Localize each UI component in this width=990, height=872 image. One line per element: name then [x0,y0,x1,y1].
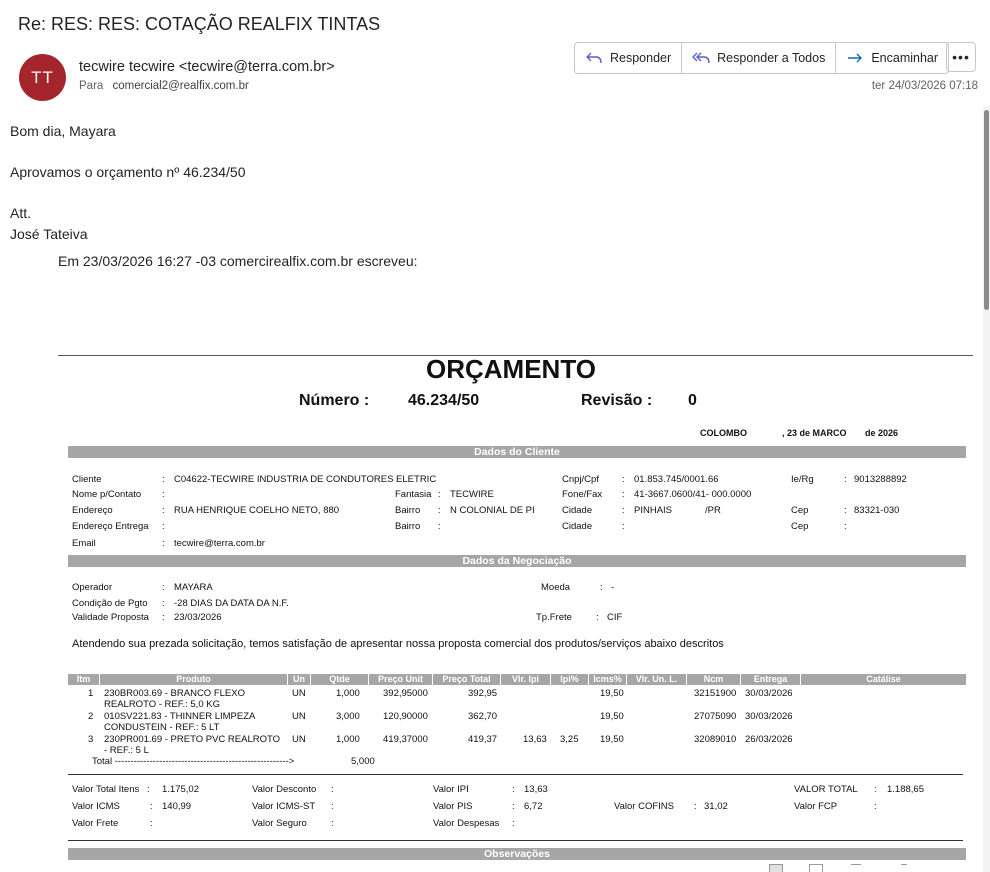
itens-value: 1.175,02 [162,784,199,795]
recipient-address[interactable]: comercial2@realfix.com.br [112,80,249,92]
th-ncm: Ncm [687,674,741,685]
items-table-header [68,674,966,685]
intro-text: Atendendo sua prezada solicitação, temos satisfação de apresentar nossa proposta comercial dos produtos/serviços abaixo descritos [72,638,724,650]
cnpj-value: 01.853.745/0001.66 [634,474,719,485]
total-label: Total -------------------------------------------------------> [92,756,295,767]
fit-icon[interactable] [901,864,907,868]
reply-all-label: Responder a Todos [717,51,826,65]
row-entrega: 26/03/2026 [745,734,793,745]
row-preco-unit: 120,90000 [383,711,428,722]
reply-all-icon [692,50,710,66]
row-itm: 3 [88,734,94,745]
desconto-label: Valor Desconto [252,784,317,795]
cep2-label: Cep [791,521,809,532]
endereco-value: RUA HENRIQUE COELHO NETO, 880 [174,505,340,516]
th-qtde: Qtde [311,674,369,685]
th-preco-unit: Preço Unit [369,674,433,685]
document-year: de 2026 [865,428,899,438]
section-cliente: Dados do Cliente [68,446,966,458]
body-signature: José Tateiva [10,226,88,242]
row-entrega: 30/03/2026 [745,688,793,699]
row-un: UN [292,711,306,722]
valor-total-value: 1.188,65 [887,784,924,795]
viewer-toolbar [755,864,895,872]
th-itm: Itm [68,674,100,685]
cofins-label: Valor COFINS [614,801,675,812]
totals-bottom-rule [68,840,963,841]
message-actions [574,42,949,74]
validade-value: 23/03/2026 [174,612,222,623]
cliente-label: Cliente [72,474,102,485]
received-date: ter 24/03/2026 07:18 [871,80,978,92]
fone-value: 41-3667.0600/41- 000.0000 [634,489,752,500]
th-ipi-pct: Ipi% [551,674,589,685]
fantasia-label: Fantasia [395,489,432,500]
quoted-header: Em 23/03/2026 16:27 -03 comercirealfix.com.br escreveu: [58,253,418,269]
numero-value: 46.234/50 [408,392,480,409]
valor-total-label: VALOR TOTAL [794,784,858,795]
row-produto-ref: REALROTO - REF.: 5,0 KG [104,699,220,710]
th-preco-total: Preço Total [433,674,501,685]
revisao-label: Revisão : [581,392,653,409]
email-label: Email [72,538,96,549]
reply-icon [585,50,603,66]
ipi-total-label: Valor IPI [433,784,469,795]
despesas-label: Valor Despesas [433,818,500,829]
frete-total-label: Valor Frete [72,818,119,829]
cnpj-label: Cnpj/Cpf [562,474,599,485]
th-vlr-ipi: Vlr. Ipi [501,674,551,685]
fcp-label: Valor FCP [794,801,838,812]
row-produto: 230PR001.69 - PRETO PVC REALROTO [104,734,281,745]
row-itm: 2 [88,711,94,722]
body-greeting: Bom dia, Mayara [10,123,116,139]
reply-button[interactable] [575,43,682,73]
page-view-icon[interactable] [769,864,783,872]
scrollbar-thumb[interactable] [984,110,989,310]
row-ipi: 3,25 [560,734,579,745]
row-qtde: 1,000 [336,688,360,699]
th-un: Un [288,674,311,685]
row-preco-total: 392,95 [468,688,498,699]
bairro-label: Bairro [395,505,421,516]
cep-value: 83321-030 [854,505,900,516]
row-un: UN [292,688,306,699]
seguro-label: Valor Seguro [252,818,307,829]
email-value: tecwire@terra.com.br [174,538,265,549]
operador-label: Operador [72,582,113,593]
cidade-label: Cidade [562,505,593,516]
table-row [58,734,973,756]
moeda-label: Moeda [541,582,571,593]
row-produto: 230BR003.69 - BRANCO FLEXO [104,688,245,699]
body-signoff: Att. [10,205,32,221]
row-qtde: 1,000 [336,734,360,745]
row-vlr-ipi: 13,63 [523,734,547,745]
recipient-row [79,80,249,92]
cidade2-label: Cidade [562,521,593,532]
section-negociacao: Dados da Negociação [68,555,966,567]
section-observacoes: Observações [68,848,966,860]
forward-arrow-icon [846,50,864,66]
cep-label: Cep [791,505,809,516]
ie-value: 9013288892 [854,474,907,485]
row-icms: 19,50 [600,711,624,722]
document-date: , 23 de MARCO [782,428,847,438]
row-qtde: 3,000 [336,711,360,722]
row-produto-ref: - REF.: 5 L [104,745,149,756]
th-entrega: Entrega [741,674,801,685]
forward-button[interactable] [836,43,948,73]
reply-all-button[interactable] [682,43,836,73]
reply-label: Responder [610,51,672,65]
entrega-label: Endereço Entrega [72,521,149,532]
cond-value: -28 DIAS DA DATA DA N.F. [174,598,289,609]
forward-label: Encaminhar [871,51,939,65]
row-un: UN [292,734,306,745]
avatar[interactable]: TT [19,54,66,101]
row-ncm: 32089010 [694,734,737,745]
row-icms: 19,50 [600,688,624,699]
th-icms-pct: Icms% [589,674,627,685]
cliente-value: C04622-TECWIRE INDUSTRIA DE CONDUTORES ELETRIC [174,474,437,485]
table-row [58,688,973,710]
bairro-value: N COLONIAL DE PI [450,505,535,516]
total-qtde: 5,000 [351,756,375,767]
revisao-value: 0 [688,392,697,409]
row-preco-total: 419,37 [468,734,498,745]
row-preco-unit: 392,95000 [383,688,428,699]
validade-label: Validade Proposta [72,612,149,623]
ie-label: Ie/Rg [791,474,814,485]
quotation-document: ORÇAMENTO Número : 46.234/50 Revisão : 0 COLOMBO , 23 de MARCO de 2026 Dados do Cliente Cliente : C04622-TECWIRE INDUSTRIA DE CONDUTORES ELETRIC Nome p/Contato : Endereço : RUA HENRIQUE COELHO NETO, 880 Endereço Entrega : Email : tecwire@terra.com.br Fantasia : TECWIRE Bairro : N COLONIAL DE PI Bairro : Cnpj/Cpf : 01.853.745/0001.66 Fone/Fax : 41-3667.0600/41- 000.0000 Cidade : PINHAIS /PR Cidade : Ie/Rg : 9013288892 Cep : 83321-030 Cep : Dados da Negociação Operador : MAYARA Condição de Pgto : -28 DIAS DA DATA DA N.F. Validade Proposta : 23/03/2026 Moeda : - Tp.Frete : CIF Atendendo sua prezada solicitação, temos satisfação de apresentar nossa proposta comercial dos produtos/serviços abaixo descritos Itm Produto Un Qtde Preço Unit Preço Total Vlr. Ipi Ipi% Icms% Vlr. Un. L. Ncm Entrega Catálise 1 230BR003.69 - BRANCO FLEXO REALROTO - REF.: 5,0 KG UN 1,000 392,95000 392,95 19,50 32151900 30/03/2026 2 010SV221.83 - THINNER LIMPEZA CONDUSTEIN - REF.: 5 LT UN 3,000 120,90000 362,70 19,50 27075090 30/03/2026 3 230PR001.69 - PRETO PVC REALROTO - REF.: 5 L UN 1,000 419,37000 419,37 13,63 3,25 19,50 32089010 26/03/2026 Total -------------------------------------------------------> 5,000 Valor Total Itens : 1.175,02 Valor ICMS : 140,99 Valor Frete : Valor Desconto : Valor ICMS-ST : Valor Seguro : Valor IPI : 13,63 Valor PIS : 6,72 Valor Despesas : Valor COFINS : 31,02 VALOR TOTAL : 1.188,65 Valor FCP : Observações [58,355,973,872]
row-produto: 010SV221.83 - THINNER LIMPEZA [104,711,256,722]
to-label: Para [79,80,104,92]
row-ncm: 32151900 [694,688,737,699]
row-ncm: 27075090 [694,711,737,722]
totals-top-rule [68,774,963,775]
cond-label: Condição de Pgto [72,598,148,609]
sender-name[interactable]: tecwire tecwire <tecwire@terra.com.br> [79,59,335,75]
fone-label: Fone/Fax [562,489,603,500]
th-vlr-un-l: Vlr. Un. L. [627,674,687,685]
bairro2-label: Bairro [395,521,421,532]
numero-label: Número : [299,392,370,409]
two-page-icon[interactable] [809,864,823,872]
operador-value: MAYARA [174,582,213,593]
row-preco-unit: 419,37000 [383,734,428,745]
row-preco-total: 362,70 [468,711,498,722]
th-catalise: Catálise [801,674,966,685]
row-icms: 19,50 [600,734,624,745]
contato-label: Nome p/Contato [72,489,142,500]
icms-value: 140,99 [162,801,192,812]
pis-value: 6,72 [524,801,543,812]
endereco-label: Endereço [72,505,113,516]
row-produto-ref: CONDUSTEIN - REF.: 5 LT [104,722,220,733]
zoom-icon[interactable] [851,864,861,868]
body-approval: Aprovamos o orçamento nº 46.234/50 [10,164,246,180]
table-row [58,711,973,733]
icmsst-label: Valor ICMS-ST [252,801,316,812]
icms-label: Valor ICMS [72,801,120,812]
email-subject: Re: RES: RES: COTAÇÃO REALFIX TINTAS [18,14,381,34]
th-produto: Produto [100,674,288,685]
more-actions-button[interactable]: ••• [946,42,976,72]
cidade-value: PINHAIS [634,505,673,516]
ipi-total-value: 13,63 [524,784,548,795]
fantasia-value: TECWIRE [450,489,494,500]
pis-label: Valor PIS [433,801,473,812]
document-title: ORÇAMENTO [426,354,596,384]
moeda-value: - [611,582,615,593]
document-city: COLOMBO [700,428,747,438]
uf-value: /PR [705,505,721,516]
row-entrega: 30/03/2026 [745,711,793,722]
frete-value: CIF [607,612,623,623]
cofins-value: 31,02 [704,801,728,812]
frete-label: Tp.Frete [536,612,572,623]
itens-label: Valor Total Itens [72,784,140,795]
row-itm: 1 [88,688,94,699]
